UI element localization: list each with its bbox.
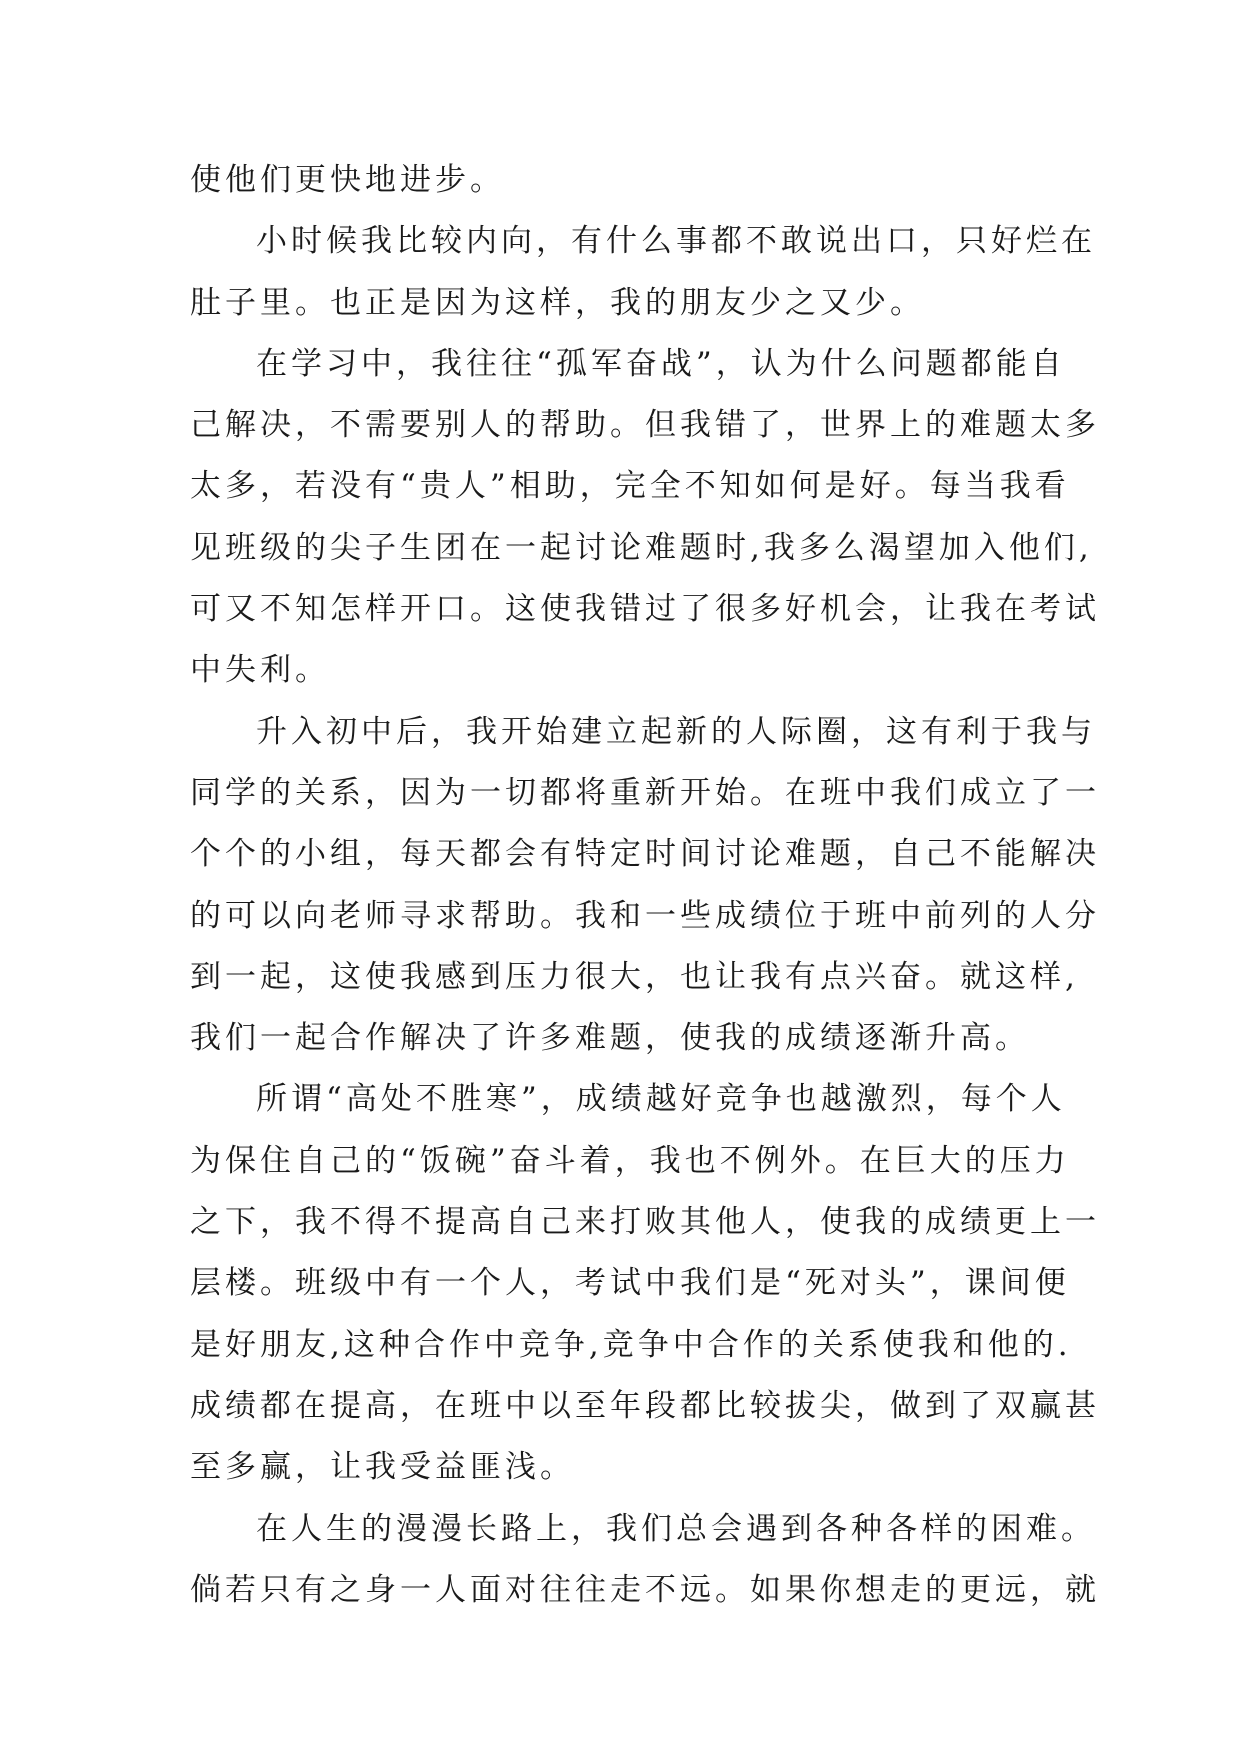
text-line: 之下，我不得不提高自己来打败其他人，使我的成绩更上一	[190, 1204, 1100, 1241]
text-line: 肚子里。也正是因为这样，我的朋友少之又少。	[190, 284, 925, 321]
text-line: 层楼。班级中有一个人，考试中我们是“死对头”，课间便	[190, 1265, 1070, 1302]
text-line: 小时候我比较内向，有什么事都不敢说出口，只好烂在	[256, 223, 1096, 260]
text-line: 同学的关系，因为一切都将重新开始。在班中我们成立了一	[190, 774, 1100, 811]
text-line: 为保住自己的“饭碗”奋斗着，我也不例外。在巨大的压力	[190, 1142, 1070, 1179]
text-line: 至多赢，让我受益匪浅。	[190, 1449, 575, 1486]
text-line: 在学习中，我往往“孤军奋战”，认为什么问题都能自	[256, 345, 1066, 382]
text-line: 在人生的漫漫长路上，我们总会遇到各种各样的困难。	[256, 1510, 1096, 1547]
text-line: 使他们更快地进步。	[190, 162, 505, 198]
text-line: 成绩都在提高，在班中以至年段都比较拔尖，做到了双赢甚	[190, 1387, 1100, 1424]
text-line: 倘若只有之身一人面对往往走不远。如果你想走的更远，就	[190, 1571, 1100, 1608]
text-line: 的可以向老师寻求帮助。我和一些成绩位于班中前列的人分	[190, 897, 1100, 934]
text-line: 所谓“高处不胜寒”，成绩越好竞争也越激烈，每个人	[256, 1081, 1066, 1118]
text-line: 己解决，不需要别人的帮助。但我错了，世界上的难题太多	[190, 407, 1100, 444]
text-line: 我们一起合作解决了许多难题，使我的成绩逐渐升高。	[190, 1020, 1030, 1057]
text-line: 升入初中后，我开始建立起新的人际圈，这有利于我与	[256, 713, 1096, 750]
text-line: 中失利。	[190, 652, 330, 689]
text-line: 可又不知怎样开口。这使我错过了很多好机会，让我在考试	[190, 591, 1100, 628]
body-text	[190, 150, 1100, 1621]
text-line: 到一起，这使我感到压力很大，也让我有点兴奋。就这样,	[190, 958, 1079, 995]
text-line: 太多，若没有“贵人”相助，完全不知如何是好。每当我看	[190, 468, 1070, 505]
text-line: 是好朋友,这种合作中竞争,竞争中合作的关系使我和他的.	[190, 1326, 1072, 1363]
text-line: 见班级的尖子生团在一起讨论难题时,我多么渴望加入他们,	[190, 529, 1093, 566]
text-line: 个个的小组，每天都会有特定时间讨论难题，自己不能解决	[190, 836, 1100, 873]
